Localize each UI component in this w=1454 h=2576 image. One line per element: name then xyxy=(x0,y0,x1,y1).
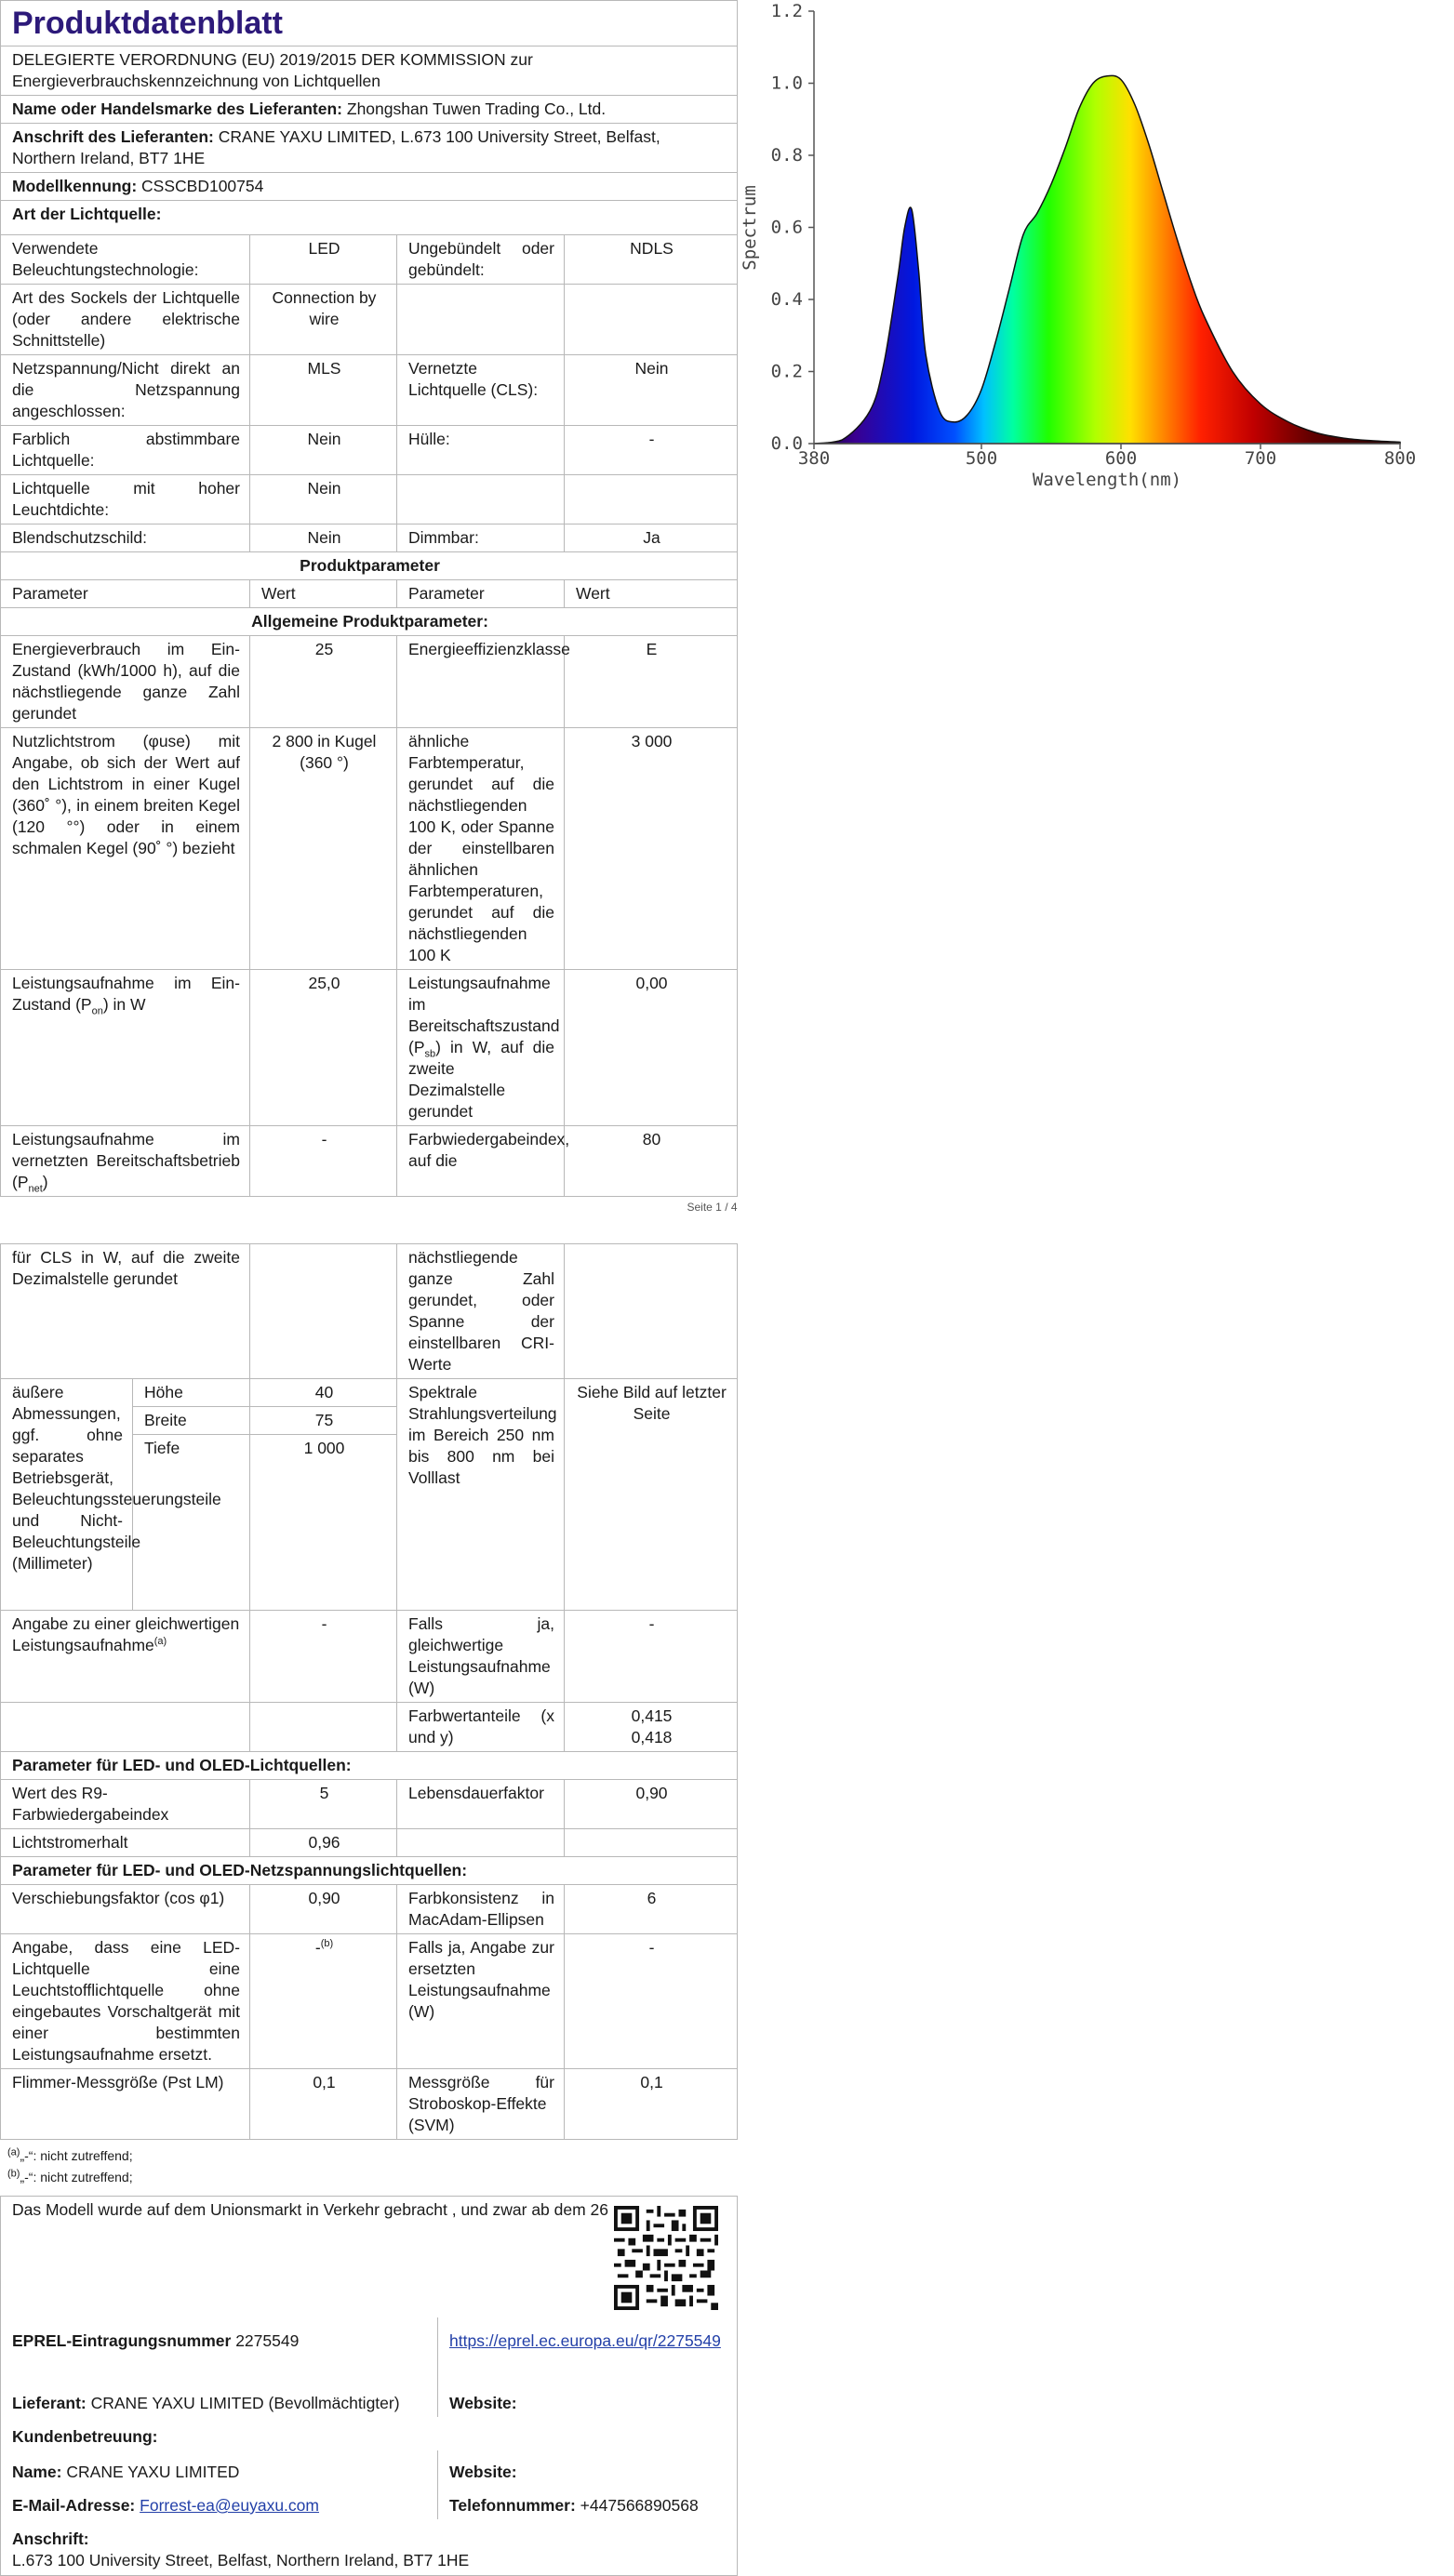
param-row xyxy=(1,970,738,1126)
lumen-maintenance-label: Lichtstromerhalt xyxy=(1,1829,250,1857)
empty-cell xyxy=(397,1829,565,1857)
width-value: 75 xyxy=(250,1407,397,1435)
macadam-label: Farbkonsistenz in MacAdam-Ellipsen xyxy=(397,1885,565,1934)
eprel-number: 2275549 xyxy=(235,2331,300,2350)
power-factor-value: 0,90 xyxy=(250,1885,397,1934)
address-label: Anschrift: xyxy=(12,2530,89,2548)
qr-code-icon xyxy=(614,2206,718,2310)
type-value: Ja xyxy=(565,524,738,552)
type-row xyxy=(1,355,738,426)
regulation-text: DELEGIERTE VERORDNUNG (EU) 2019/2015 DER KOMMISSION zur Energieverbrauchskennzeichnung von Lichtquellen xyxy=(1,46,738,96)
depth-label: Tiefe xyxy=(133,1435,250,1611)
type-value: - xyxy=(565,426,738,475)
param-row xyxy=(1,1703,738,1752)
param-row xyxy=(1,2069,738,2140)
phone-cell xyxy=(438,2486,738,2519)
x-tick-label: 380 xyxy=(797,448,831,469)
param-row xyxy=(1,1611,738,1703)
type-param: Hülle: xyxy=(397,426,565,475)
equivalent-power-watt-label: Falls ja, gleichwertige Leistungsaufnahme (W) xyxy=(397,1611,565,1703)
x-tick-label: 500 xyxy=(965,448,998,469)
email-label: E-Mail-Adresse: xyxy=(12,2496,136,2515)
energy-class-label: Energieeffizienzklasse xyxy=(397,636,565,728)
luminous-flux-label: Nutzlichtstrom (φuse) mit Angabe, ob sich der Wert auf den Lichtstrom in einer Kugel (360˚ °), in einem breiten Kegel (120 °°) oder in einem schmalen Kegel (90˚ °) bezieht xyxy=(1,728,250,970)
y-tick-label: 1.2 xyxy=(770,1,803,21)
column-header-row xyxy=(1,580,738,608)
email-link[interactable]: Forrest-ea@euyaxu.com xyxy=(140,2496,319,2515)
networked-standby-label-cont: für CLS in W, auf die zweite Dezimalstelle gerundet xyxy=(1,1244,250,1379)
page-number: Seite 1 / 4 xyxy=(687,1201,738,1214)
color-temperature-value: 3 000 xyxy=(565,728,738,970)
model-label: Modellkennung: xyxy=(12,177,138,195)
spectrum-area xyxy=(814,75,1400,444)
general-params-heading: Allgemeine Produktparameter: xyxy=(1,608,738,636)
y-tick-label: 0.0 xyxy=(770,433,803,454)
type-param: Farblich abstimmbare Lichtquelle: xyxy=(1,426,250,475)
spectral-distribution-value: Siehe Bild auf letzter Seite xyxy=(565,1379,738,1611)
empty-cell xyxy=(1,1703,250,1752)
y-tick-label: 0.8 xyxy=(770,145,803,166)
market-row xyxy=(1,2197,738,2318)
replacement-power-value: - xyxy=(565,1934,738,2069)
power-factor-label: Verschiebungsfaktor (cos φ1) xyxy=(1,1885,250,1934)
website-label: Website: xyxy=(449,2394,517,2412)
page-break xyxy=(1,1197,738,1244)
type-param: Dimmbar: xyxy=(397,524,565,552)
eprel-url-cell xyxy=(438,2317,738,2383)
cri-value: 80 xyxy=(565,1126,738,1197)
flicker-value: 0,1 xyxy=(250,2069,397,2140)
type-param xyxy=(397,475,565,524)
supplier-contact: CRANE YAXU LIMITED (Bevollmächtigter) xyxy=(90,2394,400,2412)
chromaticity-x: 0,415 xyxy=(631,1706,673,1725)
replacement-power-label: Falls ja, Angabe zur ersetzten Leistungsaufnahme (W) xyxy=(397,1934,565,2069)
col-value-header: Wert xyxy=(250,580,397,608)
market-text: Das Modell wurde auf dem Unionsmarkt in Verkehr gebracht , und zwar ab dem 26 xyxy=(12,2200,609,2219)
plot-area xyxy=(814,75,1400,444)
param-row xyxy=(1,636,738,728)
y-axis-label: Spectrum xyxy=(740,185,760,271)
page-title: Produktdatenblatt xyxy=(1,1,738,46)
equivalent-power-watt-value: - xyxy=(565,1611,738,1703)
r9-label: Wert des R9-Farbwiedergabeindex xyxy=(1,1780,250,1829)
address-value: L.673 100 University Street, Belfast, Northern Ireland, BT7 1HE xyxy=(12,2551,470,2569)
param-row xyxy=(1,1126,738,1197)
eprel-link[interactable]: https://eprel.ec.europa.eu/qr/2275549 xyxy=(449,2331,721,2350)
y-tick-label: 0.2 xyxy=(770,361,803,382)
param-row xyxy=(1,728,738,970)
phone-label: Telefonnummer: xyxy=(449,2496,576,2515)
eprel-row xyxy=(1,2317,438,2383)
chromaticity-y: 0,418 xyxy=(631,1728,673,1746)
x-tick-label: 600 xyxy=(1104,448,1138,469)
led-params-heading: Parameter für LED- und OLED-Lichtquellen: xyxy=(1,1752,738,1780)
type-param: Art des Sockels der Lichtquelle (oder andere elektrische Schnittstelle) xyxy=(1,285,250,355)
type-value: NDLS xyxy=(565,235,738,285)
param-row xyxy=(1,1934,738,2069)
type-param: Lichtquelle mit hoher Leuchtdichte: xyxy=(1,475,250,524)
customer-service-row xyxy=(1,2417,738,2450)
depth-value: 1 000 xyxy=(250,1435,397,1611)
energy-consumption-label: Energieverbrauch im Ein-Zustand (kWh/1000 h), auf die nächstliegende ganze Zahl gerundet xyxy=(1,636,250,728)
param-row xyxy=(1,1829,738,1857)
type-value: Nein xyxy=(250,426,397,475)
type-param: Blendschutzschild: xyxy=(1,524,250,552)
type-value xyxy=(565,475,738,524)
x-axis-label: Wavelength(nm) xyxy=(1032,470,1182,490)
supplier-address-row xyxy=(1,124,738,173)
type-param: Verwendete Beleuchtungstechnologie: xyxy=(1,235,250,285)
supplier-name-row xyxy=(1,96,738,124)
x-tick-label: 800 xyxy=(1383,448,1417,469)
empty-cell xyxy=(565,1244,738,1379)
empty-cell xyxy=(250,1703,397,1752)
spectrum-chart xyxy=(735,0,1454,502)
equivalent-power-value: - xyxy=(250,1611,397,1703)
model-id: CSSCBD100754 xyxy=(141,177,264,195)
width-label: Breite xyxy=(133,1407,250,1435)
model-row xyxy=(1,173,738,201)
supplier-contact-row xyxy=(1,2383,438,2417)
equivalent-power-label: Angabe zu einer gleichwertigen Leistungsaufnahme$^{(a)}$ xyxy=(1,1611,250,1703)
lumen-maintenance-value: 0,96 xyxy=(250,1829,397,1857)
empty-cell xyxy=(565,1829,738,1857)
website-cell xyxy=(438,2383,738,2417)
survival-factor-label: Lebensdauerfaktor xyxy=(397,1780,565,1829)
type-row xyxy=(1,524,738,552)
height-value: 40 xyxy=(250,1379,397,1407)
luminous-flux-value: 2 800 in Kugel (360 °) xyxy=(250,728,397,970)
standby-power-label: Leistungsaufnahme im Bereitschaftszustand $(P_{sb})$ in W, auf die zweite Dezimalstelle gerundet xyxy=(397,970,565,1126)
type-value: Nein xyxy=(250,524,397,552)
r9-value: 5 xyxy=(250,1780,397,1829)
product-params-heading: Produktparameter xyxy=(1,552,738,580)
type-param: Netzspannung/Nicht direkt an die Netzspannung angeschlossen: xyxy=(1,355,250,426)
color-temperature-label: ähnliche Farbtemperatur, gerundet auf die nächstliegenden 100 K, oder Spanne der einstellbaren ähnlichen Farbtemperaturen, gerundet auf die nächstliegenden 100 K xyxy=(397,728,565,970)
energy-class-value: E xyxy=(565,636,738,728)
y-tick-label: 0.6 xyxy=(770,217,803,238)
type-value: LED xyxy=(250,235,397,285)
type-row xyxy=(1,235,738,285)
type-row xyxy=(1,475,738,524)
y-tick-label: 1.0 xyxy=(770,73,803,94)
macadam-value: 6 xyxy=(565,1885,738,1934)
param-row-continued xyxy=(1,1244,738,1379)
on-mode-power-value: 25,0 xyxy=(250,970,397,1126)
x-tick-label: 700 xyxy=(1244,448,1277,469)
type-param: Ungebündelt oder gebündelt: xyxy=(397,235,565,285)
mains-params-heading: Parameter für LED- und OLED-Netzspannungslichtquellen: xyxy=(1,1857,738,1885)
chromaticity-value xyxy=(565,1703,738,1752)
networked-standby-label: Leistungsaufnahme im vernetzten Bereitschaftsbetrieb $(P_{net})$ xyxy=(1,1126,250,1197)
type-row xyxy=(1,426,738,475)
svm-value: 0,1 xyxy=(565,2069,738,2140)
on-mode-power-label: Leistungsaufnahme im Ein-Zustand $(P_{on})$ in W xyxy=(1,970,250,1126)
website-cell-2 xyxy=(438,2450,738,2486)
light-source-type-heading: Art der Lichtquelle: xyxy=(1,201,738,235)
cri-label: Farbwiedergabeindex, auf die xyxy=(397,1126,565,1197)
email-row xyxy=(1,2486,438,2519)
supplier-name-label: Name oder Handelsmarke des Lieferanten: xyxy=(12,100,342,118)
website-label-2: Website: xyxy=(449,2463,517,2481)
contact-table xyxy=(0,2196,738,2576)
data-sheet-table xyxy=(0,0,738,2140)
type-value: Connection by wire xyxy=(250,285,397,355)
flicker-label: Flimmer-Messgröße (Pst LM) xyxy=(1,2069,250,2140)
customer-service-label: Kundenbetreuung: xyxy=(12,2427,158,2446)
empty-cell xyxy=(250,1244,397,1379)
type-value: Nein xyxy=(250,475,397,524)
type-value xyxy=(565,285,738,355)
standby-power-value: 0,00 xyxy=(565,970,738,1126)
dimensions-label: äußere Abmessungen, ggf. ohne separates Betriebsgerät, Beleuchtungssteuerungsteile und Nicht-Beleuchtungsteile (Millimeter) xyxy=(1,1379,133,1611)
param-row xyxy=(1,1885,738,1934)
type-value: MLS xyxy=(250,355,397,426)
supplier-contact-label: Lieferant: xyxy=(12,2394,87,2412)
type-param xyxy=(397,285,565,355)
name-label: Name: xyxy=(12,2463,62,2481)
spectral-distribution-label: Spektrale Strahlungsverteilung im Bereich 250 nm bis 800 nm bei Volllast xyxy=(397,1379,565,1611)
type-row xyxy=(1,285,738,355)
footnote-b: $^{(b)}$„-“: nicht zutreffend; xyxy=(7,2168,133,2184)
y-tick-label: 0.4 xyxy=(770,289,803,310)
type-value: Nein xyxy=(565,355,738,426)
phone-value: +447566890568 xyxy=(580,2496,699,2515)
address-row xyxy=(1,2519,738,2576)
name-row xyxy=(1,2450,438,2486)
energy-consumption-value: 25 xyxy=(250,636,397,728)
name-value: CRANE YAXU LIMITED xyxy=(66,2463,240,2481)
survival-factor-value: 0,90 xyxy=(565,1780,738,1829)
col-param-header: Parameter xyxy=(397,580,565,608)
networked-standby-value: - xyxy=(250,1126,397,1197)
footnote-a: $^{(a)}$„-“: nicht zutreffend; xyxy=(7,2146,133,2163)
supplier-name: Zhongshan Tuwen Trading Co., Ltd. xyxy=(346,100,607,118)
dimension-row xyxy=(1,1379,738,1407)
supplier-address: CRANE YAXU LIMITED, L.673 100 University Street, Belfast, Northern Ireland, BT7 1HE xyxy=(12,127,660,167)
supplier-address-label: Anschrift des Lieferanten: xyxy=(12,127,214,146)
type-param: Vernetzte Lichtquelle (CLS): xyxy=(397,355,565,426)
param-row xyxy=(1,1780,738,1829)
col-value-header: Wert xyxy=(565,580,738,608)
replacement-value: -$^{(b)}$ xyxy=(250,1934,397,2069)
eprel-label: EPREL-Eintragungsnummer xyxy=(12,2331,232,2350)
replacement-label: Angabe, dass eine LED-Lichtquelle eine Leuchtstofflichtquelle ohne eingebautes Vorschaltgerät mit einer bestimmten Leistungsaufnahme ersetzt. xyxy=(1,1934,250,2069)
col-param-header: Parameter xyxy=(1,580,250,608)
height-label: Höhe xyxy=(133,1379,250,1407)
cri-label-cont: nächstliegende ganze Zahl gerundet, oder Spanne der einstellbaren CRI-Werte xyxy=(397,1244,565,1379)
svm-label: Messgröße für Stroboskop-Effekte (SVM) xyxy=(397,2069,565,2140)
chromaticity-label: Farbwertanteile (x und y) xyxy=(397,1703,565,1752)
